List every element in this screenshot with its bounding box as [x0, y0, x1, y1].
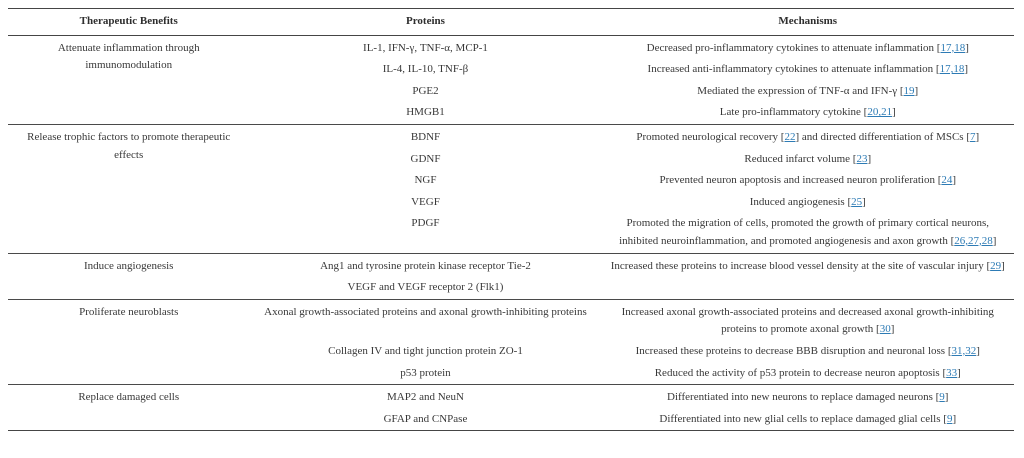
protein-cell: MAP2 and NeuN — [249, 385, 601, 409]
protein-cell: Axonal growth-associated proteins and axonal growth-inhibiting proteins — [249, 299, 601, 341]
citation-link[interactable]: 20,21 — [867, 106, 893, 119]
citation-link[interactable]: 31,32 — [951, 344, 977, 357]
mechanism-cell: Mediated the expression of TNF-α and IFN-γ [19] — [697, 84, 919, 97]
table-row — [8, 385, 1014, 409]
mechanism-cell: Prevented neuron apoptosis and increased neuron proliferation [24] — [659, 174, 957, 187]
citation-link[interactable]: 24 — [941, 174, 953, 187]
mechanism-cell: Promoted the migration of cells, promoted the growth of primary cortical neurons, inhibited neuroinflammation, and promoted angiogenesis and axon growth [26,27,28] — [619, 217, 997, 247]
table-header — [8, 9, 1014, 36]
benefit-cell: Release trophic factors to promote therapeutic effects — [8, 124, 249, 253]
citation-link[interactable]: 33 — [946, 366, 958, 379]
benefit-cell: Induce angiogenesis — [8, 253, 249, 299]
mechanism-cell — [602, 277, 1014, 299]
protein-cell: IL-1, IFN-γ, TNF-α, MCP-1 — [363, 41, 488, 54]
mechanism-cell: Induced angiogenesis [25] — [749, 195, 866, 208]
table-row — [8, 124, 1014, 148]
protein-cell: BDNF — [249, 124, 601, 148]
paper-table-page — [0, 8, 1024, 458]
protein-cell: Collagen IV and tight junction protein ZO-1 — [328, 344, 523, 357]
header-proteins: Proteins — [249, 9, 601, 36]
protein-cell: VEGF and VEGF receptor 2 (Flk1) — [347, 281, 504, 294]
citation-link[interactable]: 23 — [856, 152, 868, 165]
protein-cell: GFAP and CNPase — [383, 412, 468, 425]
mechanism-cell: Promoted neurological recovery [22] and directed differentiation of MSCs [7] — [602, 124, 1014, 148]
citation-link[interactable]: 29 — [990, 259, 1002, 272]
protein-cell: PDGF — [411, 217, 440, 230]
benefits-table — [8, 8, 1014, 431]
citation-link[interactable]: 7 — [970, 130, 976, 143]
benefit-cell: Replace damaged cells — [8, 385, 249, 431]
protein-cell: p53 protein — [400, 366, 451, 379]
mechanism-cell: Increased these proteins to increase blood vessel density at the site of vascular injury [29] — [602, 253, 1014, 277]
citation-link[interactable]: 22 — [784, 130, 796, 143]
mechanism-cell: Increased anti-inflammatory cytokines to attenuate inflammation [17,18] — [647, 63, 968, 76]
mechanism-cell: Increased axonal growth-associated proteins and decreased axonal growth-inhibiting proteins to promote axonal growth [30] — [602, 299, 1014, 341]
benefit-cell: Proliferate neuroblasts — [8, 299, 249, 384]
table-row — [8, 35, 1014, 59]
citation-link[interactable]: 9 — [939, 391, 945, 404]
mechanism-cell: Late pro-inflammatory cytokine [20,21] — [719, 106, 896, 119]
header-mechanisms: Mechanisms — [602, 9, 1014, 36]
protein-cell: IL-4, IL-10, TNF-β — [382, 63, 469, 76]
mechanism-cell: Increased these proteins to decrease BBB disruption and neuronal loss [31,32] — [635, 344, 980, 357]
citation-link[interactable]: 30 — [879, 323, 891, 336]
citation-link[interactable]: 9 — [946, 412, 953, 425]
mechanism-cell: Differentiated into new glial cells to replace damaged glial cells [9] — [659, 412, 957, 425]
citation-link[interactable]: 17,18 — [939, 63, 965, 76]
table-body — [8, 35, 1014, 431]
protein-cell: NGF — [414, 174, 437, 187]
protein-cell: PGE2 — [412, 84, 439, 97]
benefit-cell: Attenuate inflammation through immunomodulation — [57, 41, 200, 72]
protein-cell: GDNF — [410, 152, 441, 165]
table-row — [8, 253, 1014, 277]
table-row — [8, 299, 1014, 341]
header-therapeutic-benefits: Therapeutic Benefits — [8, 9, 249, 36]
protein-cell: HMGB1 — [406, 106, 445, 119]
mechanism-cell: Differentiated into new neurons to replace damaged neurons [9] — [602, 385, 1014, 409]
protein-cell: Ang1 and tyrosine protein kinase receptor Tie-2 — [249, 253, 601, 277]
mechanism-cell: Decreased pro-inflammatory cytokines to attenuate inflammation [17,18] — [646, 41, 969, 54]
citation-link[interactable]: 25 — [851, 195, 863, 208]
citation-link[interactable]: 19 — [903, 84, 915, 97]
citation-link[interactable]: 17,18 — [940, 41, 966, 54]
protein-cell: VEGF — [411, 195, 440, 208]
citation-link[interactable]: 26,27,28 — [954, 234, 993, 247]
mechanism-cell: Reduced the activity of p53 protein to decrease neuron apoptosis [33] — [654, 366, 961, 379]
mechanism-cell: Reduced infarct volume [23] — [744, 152, 872, 165]
